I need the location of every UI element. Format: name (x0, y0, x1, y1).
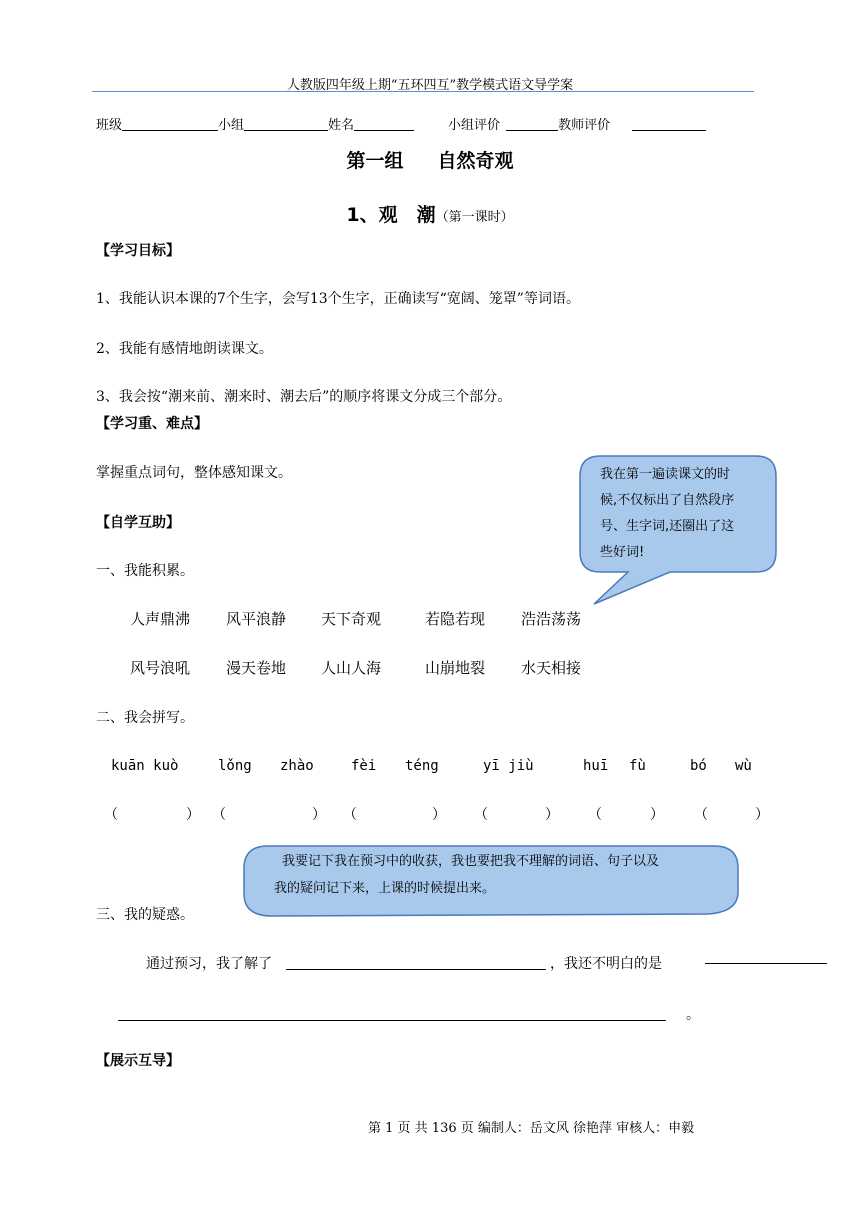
speech-bubble-1-line: 候,不仅标出了自然段序 (600, 493, 735, 508)
pinyin-item: bó (690, 758, 707, 774)
group-label: 小组 (218, 118, 245, 133)
speech-bubble-1-line: 我在第一遍读课文的时 (600, 467, 731, 482)
answer-paren-close: ） (545, 807, 559, 823)
word-item: 风平浪静 (226, 610, 287, 628)
pinyin-item: kuān kuò (111, 758, 179, 774)
student-info-row (96, 114, 706, 133)
objective-item: 1、我能认识本课的7个生字，会写13个生字，正确读写“宽阔、笼罩”等词语。 (96, 291, 580, 307)
answer-paren-close: ） (432, 807, 446, 823)
unit-title-part1: 第一组 (346, 150, 404, 172)
word-item: 风号浪吼 (130, 659, 191, 677)
answer-paren-close: ） (650, 807, 664, 823)
speech-bubble-2-text (274, 848, 660, 902)
doubt-learned-blank[interactable] (286, 969, 546, 970)
pinyin-item: lǒng (218, 758, 252, 774)
answer-paren-open: （ (104, 807, 118, 823)
answer-paren-close: ） (755, 807, 769, 823)
key-points-heading: 【学习重、难点】 (96, 416, 208, 432)
group-blank[interactable] (244, 116, 328, 131)
doubt-continued-blank[interactable] (118, 1020, 666, 1021)
group-eval-blank[interactable] (506, 116, 558, 131)
part2-label: 二、我会拼写。 (96, 710, 194, 726)
speech-bubble-1-text (600, 462, 734, 566)
lesson-title (0, 200, 860, 227)
pinyin-item: yī jiù (483, 758, 534, 774)
word-item: 漫天卷地 (226, 659, 287, 677)
word-item: 人山人海 (321, 659, 382, 677)
page-footer: 第 1 页 共 136 页 编制人：岳文风 徐艳萍 审核人：申毅 (368, 1121, 695, 1136)
answer-paren-open: （ (343, 807, 357, 823)
header-divider (92, 91, 754, 92)
answer-paren-open: （ (588, 807, 602, 823)
speech-bubble-2-line: 我要记下我在预习中的收获，我也要把我不理解的词语、句子以及 (282, 854, 660, 869)
answer-paren-open: （ (474, 807, 488, 823)
pinyin-item: zhào (280, 758, 314, 774)
objectives-heading: 【学习目标】 (96, 243, 180, 259)
answer-paren-close: ） (186, 807, 200, 823)
teacher-eval-label: 教师评价 (558, 118, 611, 133)
objective-item: 2、我能有感情地朗读课文。 (96, 341, 273, 357)
pinyin-item: huī (583, 758, 609, 774)
objective-item: 3、我会按“潮来前、潮来时、潮去后”的顺序将课文分成三个部分。 (96, 389, 512, 405)
answer-paren-open: （ (212, 807, 226, 823)
name-blank[interactable] (354, 116, 414, 131)
display-heading: 【展示互导】 (96, 1053, 180, 1069)
document-header-title: 人教版四年级上期“五环四互”教学模式语文导学案 (286, 78, 574, 93)
group-eval-label: 小组评价 (448, 118, 501, 133)
answer-paren-close: ） (312, 807, 326, 823)
class-blank[interactable] (122, 116, 218, 131)
unit-title-part2: 自然奇观 (437, 150, 514, 172)
lesson-title-sub: （第一课时） (435, 210, 514, 225)
part3-label: 三、我的疑惑。 (96, 907, 194, 923)
answer-paren-open: （ (694, 807, 708, 823)
word-item: 山崩地裂 (425, 659, 486, 677)
pinyin-item: téng (405, 758, 439, 774)
word-item: 若隐若现 (425, 610, 486, 628)
doubt-prefix: 通过预习，我了解了 (146, 956, 272, 972)
speech-bubble-2-line: 我的疑问记下来，上课的时候提出来。 (274, 881, 496, 896)
name-label: 姓名 (328, 118, 355, 133)
doubt-unclear-blank[interactable] (705, 963, 827, 964)
doubt-middle: ，我还不明白的是 (550, 956, 662, 972)
key-points-text: 掌握重点词句，整体感知课文。 (96, 465, 292, 481)
pinyin-item: fèi (351, 758, 377, 774)
word-item: 天下奇观 (321, 610, 382, 628)
word-item: 水天相接 (521, 659, 582, 677)
part1-label: 一、我能积累。 (96, 563, 194, 579)
speech-bubble-1-line: 号、生字词,还圈出了这 (600, 519, 735, 534)
word-item: 人声鼎沸 (130, 610, 191, 628)
self-study-heading: 【自学互助】 (96, 515, 180, 531)
unit-title (0, 146, 860, 173)
pinyin-item: wù (735, 758, 752, 774)
speech-bubble-1-line: 些好词! (600, 545, 645, 560)
teacher-eval-blank[interactable] (632, 116, 706, 131)
class-label: 班级 (96, 118, 123, 133)
pinyin-item: fù (629, 758, 646, 774)
lesson-title-main: 1、观 潮 (346, 204, 436, 226)
word-item: 浩浩荡荡 (521, 610, 582, 628)
doubt-end: 。 (686, 1007, 700, 1023)
